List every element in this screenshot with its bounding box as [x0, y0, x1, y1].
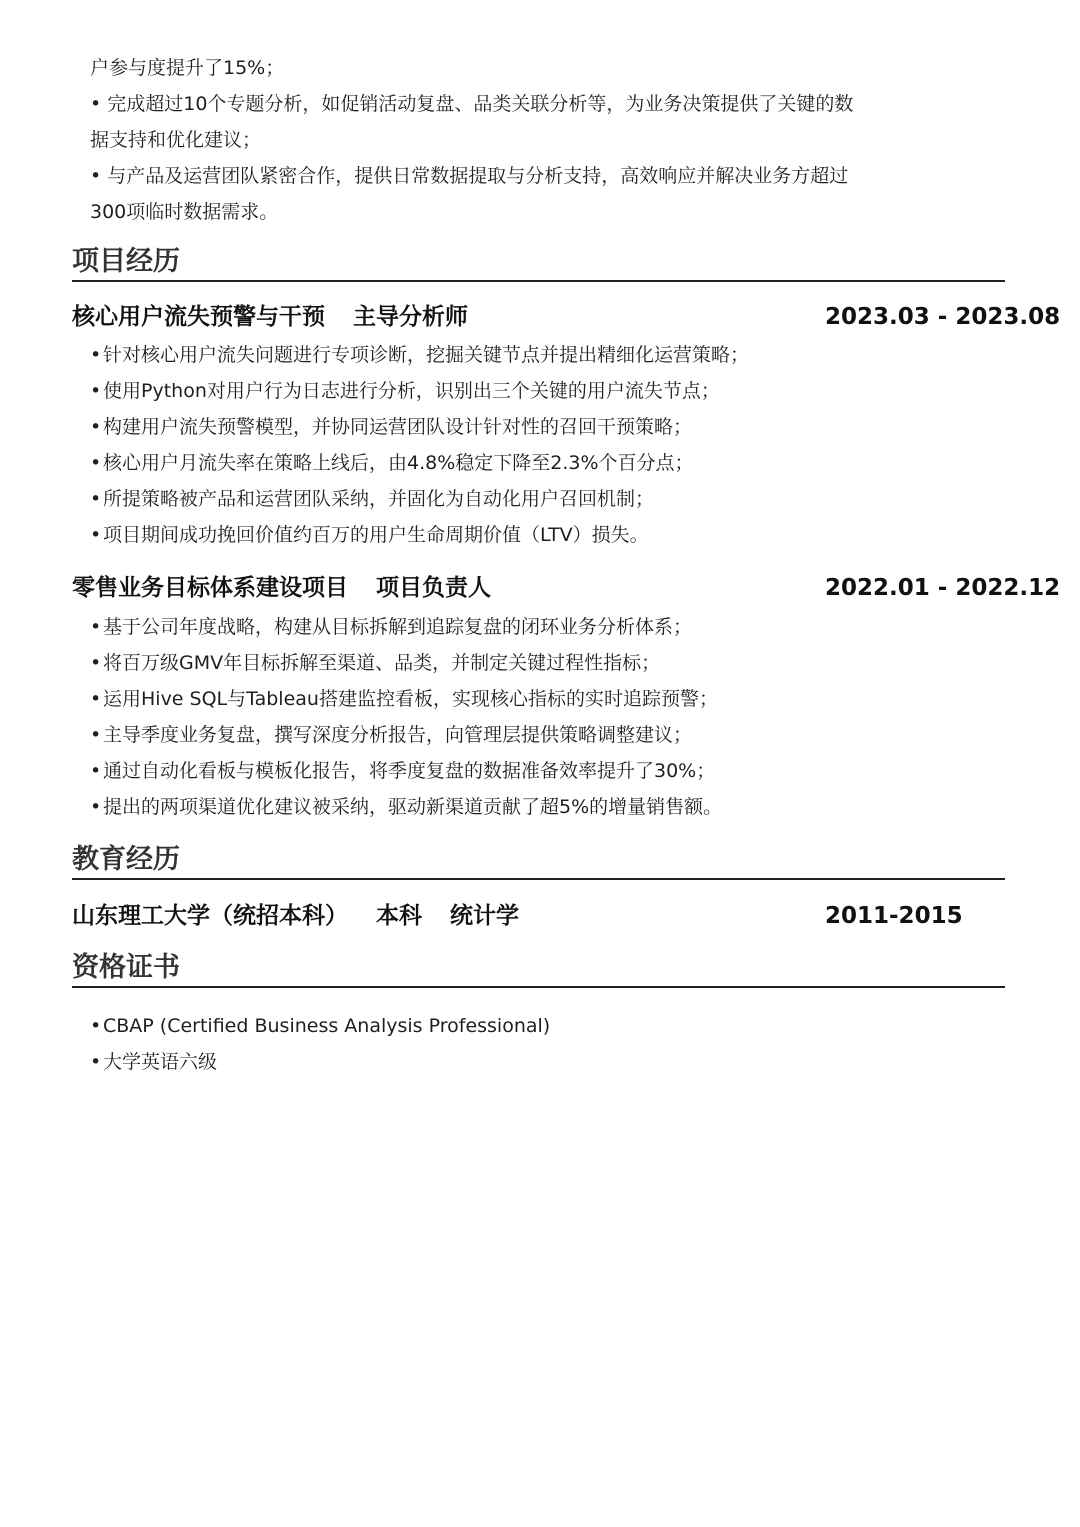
- list-item: •通过自动化看板与模板化报告，将季度复盘的数据准备效率提升了30%；: [90, 760, 716, 782]
- intro-line: • 与产品及运营团队紧密合作，提供日常数据提取与分析支持，高效响应并解决业务方超过: [90, 165, 849, 187]
- project-bullets: [90, 609, 990, 825]
- intro-line: 据支持和优化建议；: [90, 129, 262, 151]
- list-item: •运用Hive SQL与Tableau搭建监控看板，实现核心指标的实时追踪预警；: [90, 688, 718, 710]
- intro-line: • 完成超过10个专题分析，如促销活动复盘、品类关联分析等，为业务决策提供了关键的数: [90, 93, 854, 115]
- list-item: •核心用户月流失率在策略上线后，由4.8%稳定下降至2.3%个百分点；: [90, 452, 694, 474]
- section-title-education: 教育经历: [72, 844, 180, 875]
- project-title: [72, 299, 468, 335]
- list-item: •CBAP (Certified Business Analysis Professional): [90, 1015, 551, 1037]
- school-name: 山东理工大学（统招本科）: [72, 903, 348, 929]
- project-name: 核心用户流失预警与干预: [72, 304, 325, 330]
- section-divider: [72, 280, 1005, 282]
- project-role: 主导分析师: [353, 304, 468, 330]
- certificate-list: [90, 1008, 990, 1080]
- list-item: •构建用户流失预警模型，并协同运营团队设计针对性的召回干预策略；: [90, 416, 693, 438]
- project-bullets: [90, 337, 990, 553]
- project-header: [72, 570, 1061, 606]
- education-header: [72, 898, 1045, 934]
- section-title-certificates: 资格证书: [72, 952, 180, 983]
- list-item: •项目期间成功挽回价值约百万的用户生命周期价值（LTV）损失。: [90, 524, 649, 546]
- list-item: •基于公司年度战略，构建从目标拆解到追踪复盘的闭环业务分析体系；: [90, 616, 693, 638]
- project-name: 零售业务目标体系建设项目: [72, 575, 348, 601]
- list-item: •主导季度业务复盘，撰写深度分析报告，向管理层提供策略调整建议；: [90, 724, 693, 746]
- list-item: •所提策略被产品和运营团队采纳，并固化为自动化用户召回机制；: [90, 488, 655, 510]
- major: 统计学: [450, 903, 519, 929]
- section-divider: [72, 986, 1005, 988]
- list-item: •大学英语六级: [90, 1051, 218, 1073]
- intro-line: 300项临时数据需求。: [90, 201, 279, 223]
- list-item: •提出的两项渠道优化建议被采纳，驱动新渠道贡献了超5%的增量销售额。: [90, 796, 723, 818]
- list-item: •针对核心用户流失问题进行专项诊断，挖掘关键节点并提出精细化运营策略；: [90, 344, 750, 366]
- project-header: [72, 299, 1061, 335]
- degree: 本科: [376, 903, 422, 929]
- project-role: 项目负责人: [376, 575, 491, 601]
- intro-line: 户参与度提升了15%；: [90, 57, 285, 79]
- list-item: •将百万级GMV年目标拆解至渠道、品类，并制定关键过程性指标；: [90, 652, 661, 674]
- project-date: 2022.01 - 2022.12: [825, 575, 1061, 601]
- section-divider: [72, 878, 1005, 880]
- education-title: [72, 898, 519, 934]
- education-date: 2011-2015: [825, 903, 963, 929]
- project-title: [72, 570, 491, 606]
- work-experience-continuation: [90, 50, 970, 230]
- project-date: 2023.03 - 2023.08: [825, 304, 1061, 330]
- list-item: •使用Python对用户行为日志进行分析，识别出三个关键的用户流失节点；: [90, 380, 720, 402]
- section-title-projects: 项目经历: [72, 246, 180, 277]
